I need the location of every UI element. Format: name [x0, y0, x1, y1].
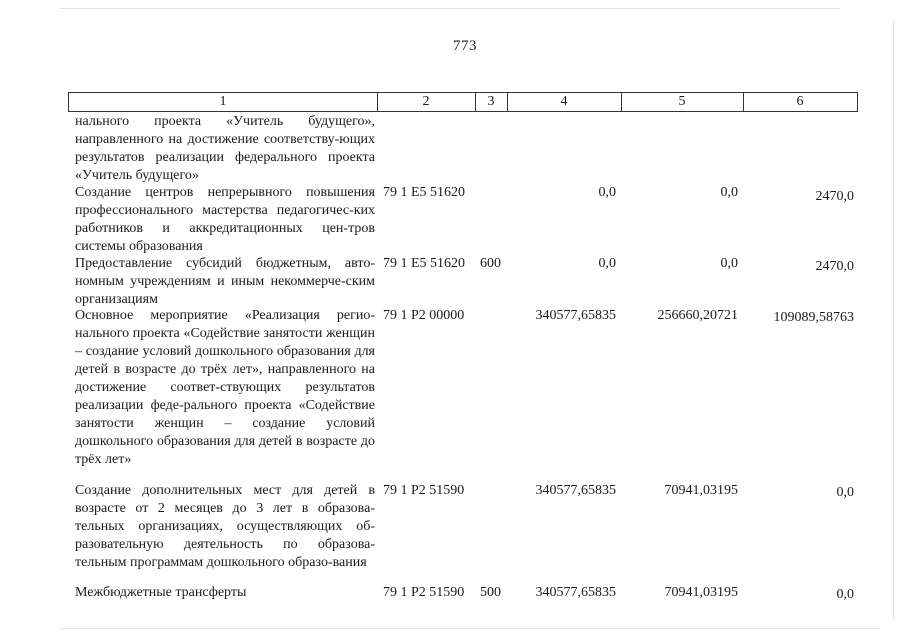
- row-value-col4: 340577,65835: [535, 308, 616, 323]
- header-col-1: 1: [219, 94, 227, 109]
- page-number: 773: [453, 38, 477, 54]
- row-code: 79 1 P2 00000: [383, 308, 465, 323]
- row-value-col6: 109089,58763: [773, 310, 854, 325]
- table-header-row: [68, 92, 858, 112]
- row-value-col4: 0,0: [598, 185, 616, 200]
- row-description: Основное мероприятие «Реализация регио-нального проекта «Содействие занятости женщин – создание условий дошкольного образования для детей в возрасте до трёх лет», направленного на достижение соответ-ствующих результатов реализации феде-рального проекта «Содействие занятости женщин – создание условий дошкольного образования для детей в возрасте до трёх лет»: [75, 308, 375, 467]
- row-code: 79 1 P2 51590: [383, 585, 465, 600]
- row-description: Предоставление субсидий бюджетным, авто-номным учреждениям и иным некоммерче-ским организациям: [75, 256, 375, 307]
- row-value-col4: 0,0: [598, 256, 616, 271]
- row-value-col4: 340577,65835: [535, 483, 616, 498]
- scan-edge-mark-right: [893, 20, 894, 620]
- row-description: нального проекта «Учитель будущего», направленного на достижение соответству-ющих результатов реализации федерального проекта «Учитель будущего»: [75, 114, 375, 183]
- row-value-col4: 340577,65835: [535, 585, 616, 600]
- row-value-col6: 2470,0: [815, 259, 854, 274]
- row-expense-type: 600: [480, 256, 501, 271]
- row-description: Создание центров непрерывного повышения профессионального мастерства педагогичес-ких работников и аккредитационных цен-тров системы образования: [75, 185, 375, 254]
- scan-edge-mark-top: [60, 8, 840, 9]
- scan-edge-mark-bottom: [60, 628, 880, 629]
- row-code: 79 1 P2 51590: [383, 483, 465, 498]
- header-col-5: 5: [678, 94, 686, 109]
- row-code: 79 1 E5 51620: [383, 185, 466, 200]
- row-value-col6: 0,0: [836, 485, 854, 500]
- row-expense-type: 500: [480, 585, 501, 600]
- row-value-col5: 0,0: [720, 256, 738, 271]
- row-code: 79 1 E5 51620: [383, 256, 466, 271]
- row-value-col6: 0,0: [836, 587, 854, 602]
- row-value-col5: 0,0: [720, 185, 738, 200]
- row-value-col5: 256660,20721: [657, 308, 738, 323]
- row-value-col6: 2470,0: [815, 189, 854, 204]
- row-value-col5: 70941,03195: [664, 585, 738, 600]
- header-col-3: 3: [487, 94, 495, 109]
- header-col-2: 2: [422, 94, 430, 109]
- header-col-4: 4: [560, 94, 568, 109]
- header-col-6: 6: [796, 94, 804, 109]
- row-description: Создание дополнительных мест для детей в возрасте от 2 месяцев до 3 лет в образова-тельных организациях, осуществляющих об-разовательную деятельность по образова-тельным программам дошкольного образо-вания: [75, 483, 375, 570]
- row-description: Межбюджетные трансферты: [75, 585, 247, 600]
- row-value-col5: 70941,03195: [664, 483, 738, 498]
